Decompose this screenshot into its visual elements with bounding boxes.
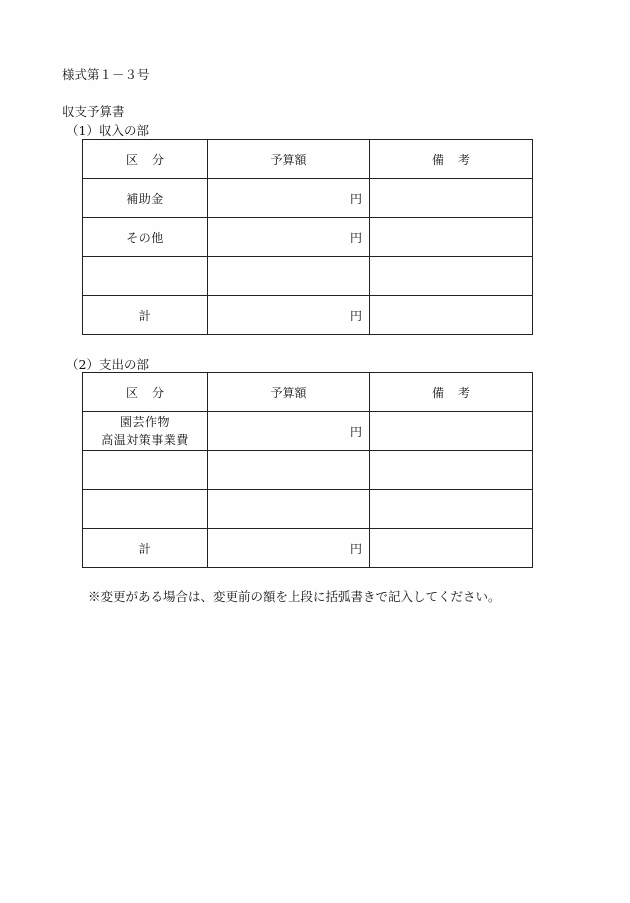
table-row — [83, 179, 533, 218]
remarks-cell[interactable] — [370, 529, 533, 568]
income-section-title: （1）収入の部 — [66, 123, 149, 138]
category-cell[interactable] — [83, 257, 208, 296]
table-header-row — [83, 373, 533, 412]
remarks-cell[interactable] — [370, 451, 533, 490]
expense-table — [82, 372, 533, 568]
amount-cell[interactable]: 円 — [208, 218, 370, 257]
remarks-cell[interactable] — [370, 179, 533, 218]
category-line: 園芸作物 — [119, 415, 170, 429]
table-row — [83, 257, 533, 296]
header-budget: 予算額 — [208, 373, 370, 412]
header-remarks: 備 考 — [370, 140, 533, 179]
header-category: 区 分 — [83, 140, 208, 179]
remarks-cell[interactable] — [370, 296, 533, 335]
amount-cell[interactable]: 円 — [208, 179, 370, 218]
category-line: 高温対策事業費 — [101, 433, 189, 447]
form-number: 様式第１－３号 — [62, 67, 150, 82]
total-label: 計 — [83, 529, 208, 568]
category-cell: 補助金 — [83, 179, 208, 218]
total-amount-cell[interactable]: 円 — [208, 529, 370, 568]
category-cell: その他 — [83, 218, 208, 257]
remarks-cell[interactable] — [370, 257, 533, 296]
income-table — [82, 139, 533, 335]
amount-cell[interactable] — [208, 490, 370, 529]
table-row — [83, 218, 533, 257]
amount-cell[interactable]: 円 — [208, 412, 370, 451]
document-title: 収支予算書 — [62, 104, 125, 119]
amount-cell[interactable] — [208, 451, 370, 490]
footnote: ※変更がある場合は、変更前の額を上段に括弧書きで記入してください。 — [88, 589, 501, 604]
total-amount-cell[interactable]: 円 — [208, 296, 370, 335]
expense-section-title: （2）支出の部 — [66, 357, 149, 372]
category-cell[interactable] — [83, 490, 208, 529]
table-row — [83, 490, 533, 529]
total-row — [83, 529, 533, 568]
total-label: 計 — [83, 296, 208, 335]
remarks-cell[interactable] — [370, 218, 533, 257]
remarks-cell[interactable] — [370, 490, 533, 529]
table-row — [83, 451, 533, 490]
header-category: 区 分 — [83, 373, 208, 412]
amount-cell[interactable] — [208, 257, 370, 296]
total-row — [83, 296, 533, 335]
header-remarks: 備 考 — [370, 373, 533, 412]
table-row — [83, 412, 533, 451]
category-cell[interactable] — [83, 451, 208, 490]
table-header-row — [83, 140, 533, 179]
category-cell — [83, 412, 208, 451]
remarks-cell[interactable] — [370, 412, 533, 451]
header-budget: 予算額 — [208, 140, 370, 179]
